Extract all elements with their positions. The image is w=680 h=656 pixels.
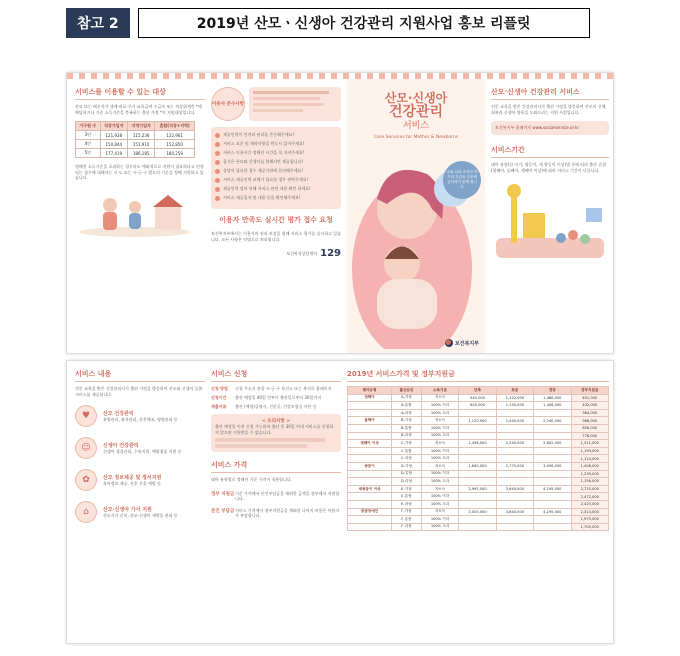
table-cell: [459, 493, 496, 501]
table-cell: A-통합: [392, 402, 422, 410]
table-cell: 491,000: [571, 394, 608, 402]
housework-icon: ⌂: [75, 501, 97, 523]
hotline-label: 보건복지상담센터: [286, 250, 318, 256]
family-illustration: [75, 187, 195, 237]
apply-row: [211, 395, 341, 401]
table-row: [76, 131, 195, 140]
income-header: 직장가입자: [100, 122, 127, 131]
user-rules-badge: 이용자 준수사항: [211, 87, 245, 121]
table-cell: 1,239,000: [571, 470, 608, 478]
table-cell: C-통합: [392, 447, 422, 455]
table-cell: 1,486,000: [534, 394, 571, 402]
eligibility-panel: [75, 87, 205, 353]
leaflet-back-side: [66, 360, 614, 644]
service-item: [75, 437, 205, 459]
baby-care-icon: ☺: [75, 437, 97, 459]
table-cell: 180,259: [155, 149, 195, 158]
intro-title: 산모·신생아 건강관리 서비스: [491, 87, 609, 100]
table-cell: 셋째아 이상: [348, 440, 392, 448]
period-text: 태아 유형(한 아기, 쌍둥이, 세 쌍둥이 이상)별 등에 따라 출산 순위 (첫째아, 둘째아, 셋째아 이상)에 따라 서비스 기간이 다릅니다.: [491, 162, 606, 173]
table-row: [348, 470, 609, 478]
table-cell: F-라형: [392, 523, 422, 531]
table-cell: 1,156,000: [571, 478, 608, 486]
content-text: 전문 교육을 받은 건강관리사가 출산 가정을 방문하여 산모와 신생아 돌봄 서비스를 제공합니다.: [75, 386, 203, 397]
table-cell: 540,000: [459, 394, 496, 402]
table-cell: [496, 424, 533, 432]
table-cell: 쌍둥이: [348, 462, 392, 470]
table-cell: 2,245,000: [496, 440, 533, 448]
table-cell: [534, 500, 571, 508]
list-item: 제공인력이 인격과 권리를 존중해주세요!: [215, 132, 337, 138]
table-cell: [496, 500, 533, 508]
ministry-logo: [445, 339, 479, 347]
table-cell: 1,150,000: [496, 402, 533, 410]
table-row: [348, 493, 609, 501]
table-row: [348, 523, 609, 531]
eligibility-text: 산모 또는 배우자가 생계·의료·주거·교육급여 수급자 또는 차상위계층 *에 해당하거나 기준 소득기준을 충족하는 출산 가정 *이 지원대상입니다.: [75, 104, 202, 115]
cover-panel: [347, 79, 485, 353]
table-cell: E-라형: [392, 500, 422, 508]
table-cell: [459, 409, 496, 417]
notice-box: [211, 414, 341, 452]
table-cell: 1,311,000: [571, 440, 608, 448]
table-cell: 432,000: [571, 402, 608, 410]
price-title: 서비스 가격: [211, 460, 341, 473]
table-cell: 856,000: [571, 424, 608, 432]
price-header: 단축: [459, 387, 496, 395]
mother-care-icon: ♥: [75, 405, 97, 427]
cover-subtitle: Care Services for Mother & Newborns: [373, 135, 459, 140]
price-header: 소득기준: [421, 387, 459, 395]
table-cell: 2,240,000: [534, 417, 571, 425]
self-pay-text: 서비스 가격에서 정부지원금을 제외한 나머지 비용은 이용자가 부담합니다.: [235, 507, 340, 518]
hotline-number: 129: [320, 248, 341, 259]
rules-list: [211, 127, 341, 209]
table-cell: 5인: [76, 149, 101, 158]
table-cell: 100% 초과: [421, 409, 459, 417]
table-cell: D-가형: [392, 462, 422, 470]
table-cell: E-가형: [392, 485, 422, 493]
service-title: 산모 정보제공 및 정서지원: [103, 474, 162, 481]
table-cell: 1,408,000: [534, 402, 571, 410]
table-cell: [496, 470, 533, 478]
table-cell: [459, 432, 496, 440]
notice-text: 출산 예정일 이전 신청 가능하며 출산 후 30일 이내 서비스를 신청하지 않으면 지원받을 수 없습니다.: [215, 424, 334, 435]
table-cell: [534, 470, 571, 478]
table-cell: 100% 초과: [421, 455, 459, 463]
price-table-panel: [347, 369, 609, 643]
table-cell: 100% 이하: [421, 447, 459, 455]
apply-row-label: 신청기간: [211, 395, 227, 400]
table-cell: [459, 455, 496, 463]
table-cell: [496, 478, 533, 486]
table-cell: 저소득: [421, 508, 459, 516]
table-cell: [348, 470, 392, 478]
table-cell: D-라형: [392, 478, 422, 486]
table-cell: [348, 432, 392, 440]
document-header: [66, 8, 590, 38]
self-pay-section: [211, 508, 341, 519]
cover-title-line: 건강관리: [388, 104, 444, 120]
table-row: [348, 516, 609, 524]
report-text: 보건복지부에서는 이용자의 권리 보장을 위해 서비스 평가를 실시하고 있습니다. 모든 사항은 익명으로 처리됩니다.: [211, 231, 341, 242]
cover-title-line: 서비스: [402, 121, 430, 131]
eligibility-title: 서비스를 이용할 수 있는 대상: [75, 87, 205, 100]
table-cell: 1,120,000: [459, 417, 496, 425]
price-header: 태아유형: [348, 387, 392, 395]
service-title: 산모·신생아 가사 지원: [103, 506, 152, 513]
table-cell: 3,096,000: [534, 462, 571, 470]
apply-row-value: 출산 예정일 40일 전부터 출산일로부터 30일까지: [235, 395, 322, 400]
table-cell: [534, 432, 571, 440]
table-cell: 저소득: [421, 417, 459, 425]
top-stripe: [67, 73, 613, 79]
service-title: 산모 건강관리: [103, 410, 134, 417]
table-cell: 3,640,000: [496, 485, 533, 493]
table-cell: [496, 523, 533, 531]
table-cell: 100% 초과: [421, 523, 459, 531]
intro-contact: 보건복지부 홈페이지 www.socialservice.or.kr: [491, 121, 609, 135]
table-row: [348, 394, 609, 402]
cover-title-line: 산모·신생아: [384, 91, 448, 105]
table-cell: 150,844: [100, 140, 127, 149]
table-row: [348, 440, 609, 448]
table-cell: 둘째아: [348, 417, 392, 425]
table-cell: 세쌍둥이 이상: [348, 485, 392, 493]
table-row: [348, 485, 609, 493]
table-cell: 첫째아: [348, 394, 392, 402]
table-row: [348, 424, 609, 432]
table-cell: 122,961: [155, 131, 195, 140]
table-cell: 4인: [76, 140, 101, 149]
table-cell: [534, 493, 571, 501]
table-cell: [534, 523, 571, 531]
leaflet-front-side: [66, 72, 614, 354]
table-cell: [348, 478, 392, 486]
table-cell: [496, 493, 533, 501]
table-cell: 620,000: [459, 402, 496, 410]
intro-panel: [491, 87, 609, 353]
table-cell: 100% 이하: [421, 493, 459, 501]
price-text: 태아 유형별로 정해진 기준 가격이 적용됩니다.: [211, 477, 293, 482]
intro-text: 전문 교육을 받은 건강관리사가 출산 가정을 방문하여 산모의 신체 회복과 신생아 양육을 도와드리는 지원 사업입니다.: [491, 104, 606, 115]
list-item: 서비스 표준 및 제약사항을 반드시 읽어주세요!: [215, 141, 337, 147]
price-table-title: 2019년 서비스가격 및 정부지원금: [347, 369, 609, 382]
toys-illustration: [491, 183, 609, 263]
table-cell: 1,408,000: [571, 462, 608, 470]
period-title: 서비스기간: [491, 145, 609, 158]
table-cell: [348, 455, 392, 463]
report-title: 이용자 만족도 실시간 평가 접수 요청: [219, 216, 333, 224]
table-cell: 100% 초과: [421, 432, 459, 440]
income-header: 지역가입자: [127, 122, 154, 131]
document-title: 2019년 산모ㆍ신생아 건강관리 지원사업 홍보 리플릿: [138, 8, 590, 38]
gov-title: 정부 지원금: [211, 491, 235, 497]
table-cell: [496, 455, 533, 463]
table-cell: [348, 447, 392, 455]
table-cell: 115,236: [127, 131, 154, 140]
hotline: [211, 248, 341, 259]
table-cell: 100% 이하: [421, 402, 459, 410]
table-cell: [534, 455, 571, 463]
table-cell: [348, 516, 392, 524]
self-pay-title: 본인 부담금: [211, 508, 235, 514]
table-cell: 1,440,000: [496, 417, 533, 425]
list-item: 서비스 제공일자 및 내용 등을 확인해주세요!: [215, 195, 337, 201]
apply-row-label: 신청 방법: [211, 386, 228, 391]
table-cell: F-통합: [392, 516, 422, 524]
table-cell: A-가형: [392, 394, 422, 402]
service-content-panel: [75, 369, 205, 643]
table-cell: [534, 516, 571, 524]
gov-section: [211, 491, 341, 502]
table-cell: [348, 424, 392, 432]
service-desc: 신생아 청결관리, 수유지원, 예방접종 지원 등: [103, 448, 182, 454]
table-cell: 100% 이하: [421, 424, 459, 432]
price-header: 연장: [534, 387, 571, 395]
table-cell: [348, 523, 392, 531]
table-cell: E-통합: [392, 493, 422, 501]
content-title: 서비스 내용: [75, 369, 205, 382]
table-cell: 177,419: [100, 149, 127, 158]
table-cell: [534, 447, 571, 455]
table-cell: 3,640,000: [496, 508, 533, 516]
table-cell: B-통합: [392, 424, 422, 432]
service-desc: 산모식사 준비, 산모·신생아 세탁물 관리 등: [103, 512, 178, 518]
table-cell: D-통합: [392, 470, 422, 478]
table-cell: [459, 523, 496, 531]
table-cell: A-라형: [392, 409, 422, 417]
table-cell: 4,195,000: [534, 508, 571, 516]
rules-intro-box: [249, 87, 341, 121]
table-row: [348, 447, 609, 455]
list-item: 음식은 산모와 신생아를 위해서만 제공됩니다!: [215, 159, 337, 165]
application-panel: [211, 369, 341, 643]
ministry-name: 보건복지부: [454, 340, 479, 347]
table-cell: 1,193,000: [571, 447, 608, 455]
table-cell: F-가형: [392, 508, 422, 516]
table-cell: 2,995,000: [459, 485, 496, 493]
table-cell: 121,928: [100, 131, 127, 140]
table-cell: [534, 424, 571, 432]
table-cell: [459, 424, 496, 432]
table-cell: 1,436,000: [459, 440, 496, 448]
service-item: [75, 501, 205, 523]
table-cell: 100% 초과: [421, 500, 459, 508]
table-cell: 988,000: [571, 417, 608, 425]
table-cell: 저소득: [421, 462, 459, 470]
table-cell: 2,715,000: [571, 485, 608, 493]
price-header: 표준: [496, 387, 533, 395]
service-title: 신생아 건강관리: [103, 442, 139, 449]
apply-row: [211, 404, 341, 410]
table-cell: 1,973,000: [571, 516, 608, 524]
cover-title: [347, 91, 485, 140]
table-cell: 저소득: [421, 485, 459, 493]
table-row: [348, 402, 609, 410]
table-cell: C-가형: [392, 440, 422, 448]
table-cell: 100% 이하: [421, 470, 459, 478]
list-item: 서비스 제공인력 교체가 필요한 경우 연락주세요!: [215, 177, 337, 183]
table-cell: 1,705,000: [571, 523, 608, 531]
table-cell: [496, 516, 533, 524]
table-row: [348, 462, 609, 470]
table-cell: 100% 초과: [421, 478, 459, 486]
service-desc: 육아정보 제공, 산후 우울 예방 등: [103, 480, 161, 486]
table-cell: [348, 493, 392, 501]
apply-row-label: 제출서류: [211, 404, 227, 409]
table-row: [348, 508, 609, 516]
list-item: 서비스 이용시간 정해진 시간을 꼭 지켜주세요!: [215, 150, 337, 156]
table-cell: 151,910: [127, 140, 154, 149]
table-cell: 1,124,000: [571, 455, 608, 463]
table-cell: [496, 432, 533, 440]
service-item: [75, 469, 205, 491]
table-cell: C-라형: [392, 455, 422, 463]
table-cell: [534, 409, 571, 417]
reference-badge: 참고 2: [66, 8, 130, 38]
table-cell: [348, 402, 392, 410]
eligibility-note: 정해진 소득기준을 초과하는 경우라도 예외적으로 지원이 필요하다고 인정되는 경우에 대해서는 시·도 또는 시·군·구 별도의 기준을 정해 지원하고 있습니다.: [75, 164, 204, 180]
apply-row-value: 신청 주소지 관할 시·군·구 보건소 또는 복지로 홈페이지: [235, 386, 332, 391]
table-cell: 1,122,000: [496, 394, 533, 402]
income-table: [75, 121, 195, 158]
income-header: 가구원 수: [76, 122, 101, 131]
service-desc: 유방관리, 좌욕관리, 산후체조, 영양관리 등: [103, 416, 178, 422]
guideline-panel: [211, 87, 341, 353]
table-cell: 152,850: [155, 140, 195, 149]
table-row: [348, 455, 609, 463]
table-cell: 3인: [76, 131, 101, 140]
table-row: [348, 409, 609, 417]
service-item: [75, 405, 205, 427]
table-cell: 100% 이하: [421, 516, 459, 524]
table-row: [76, 149, 195, 158]
table-cell: 4,195,000: [534, 485, 571, 493]
price-header: 출산순위: [392, 387, 422, 395]
cover-bubble: 나와 나의 소중한 아기의 건강을 전문제공인력이 함께 합니다: [443, 161, 481, 199]
list-item: 제공인력 정보 통해 서비스 관련 내용 확인 하세요!: [215, 186, 337, 192]
price-header: 정부지원금: [571, 387, 608, 395]
table-cell: 186,185: [127, 149, 154, 158]
table-cell: 776,000: [571, 432, 608, 440]
apply-row-value: 출산 (예정)증명서, 신분증, 건강보험증 사본 등: [235, 404, 317, 409]
price-table: [347, 386, 609, 531]
table-cell: B-가형: [392, 417, 422, 425]
table-cell: 2,313,000: [571, 508, 608, 516]
table-cell: 2,842,000: [534, 440, 571, 448]
table-cell: [459, 500, 496, 508]
table-cell: 저소득: [421, 440, 459, 448]
table-cell: [459, 447, 496, 455]
table-row: [76, 140, 195, 149]
table-cell: 2,420,000: [571, 500, 608, 508]
table-row: [348, 417, 609, 425]
table-cell: 2,472,000: [571, 493, 608, 501]
table-cell: 2,775,000: [496, 462, 533, 470]
apply-title: 서비스 신청: [211, 369, 341, 382]
table-cell: [348, 500, 392, 508]
table-cell: [459, 478, 496, 486]
table-cell: [348, 409, 392, 417]
table-cell: [496, 447, 533, 455]
table-cell: 384,000: [571, 409, 608, 417]
table-cell: 2,505,000: [459, 508, 496, 516]
gov-text: 기준 가격에서 본인부담금을 제외한 금액을 정부에서 지원합니다.: [235, 490, 340, 501]
table-cell: 1,640,000: [459, 462, 496, 470]
table-cell: [496, 409, 533, 417]
ministry-emblem-icon: [445, 339, 453, 347]
table-cell: [534, 478, 571, 486]
table-cell: [459, 470, 496, 478]
table-row: [348, 432, 609, 440]
list-item: 상담이 필요한 경우 제공기관에 문의해주세요!: [215, 168, 337, 174]
notice-title: < 유의사항 >: [261, 419, 291, 424]
table-cell: 저소득: [421, 394, 459, 402]
income-header: 혼합(직장+지역): [155, 122, 195, 131]
table-cell: B-라형: [392, 432, 422, 440]
apply-row: [211, 386, 341, 392]
table-row: [348, 500, 609, 508]
table-cell: [459, 516, 496, 524]
table-row: [348, 478, 609, 486]
table-cell: 중증장애인: [348, 508, 392, 516]
info-support-icon: ✿: [75, 469, 97, 491]
